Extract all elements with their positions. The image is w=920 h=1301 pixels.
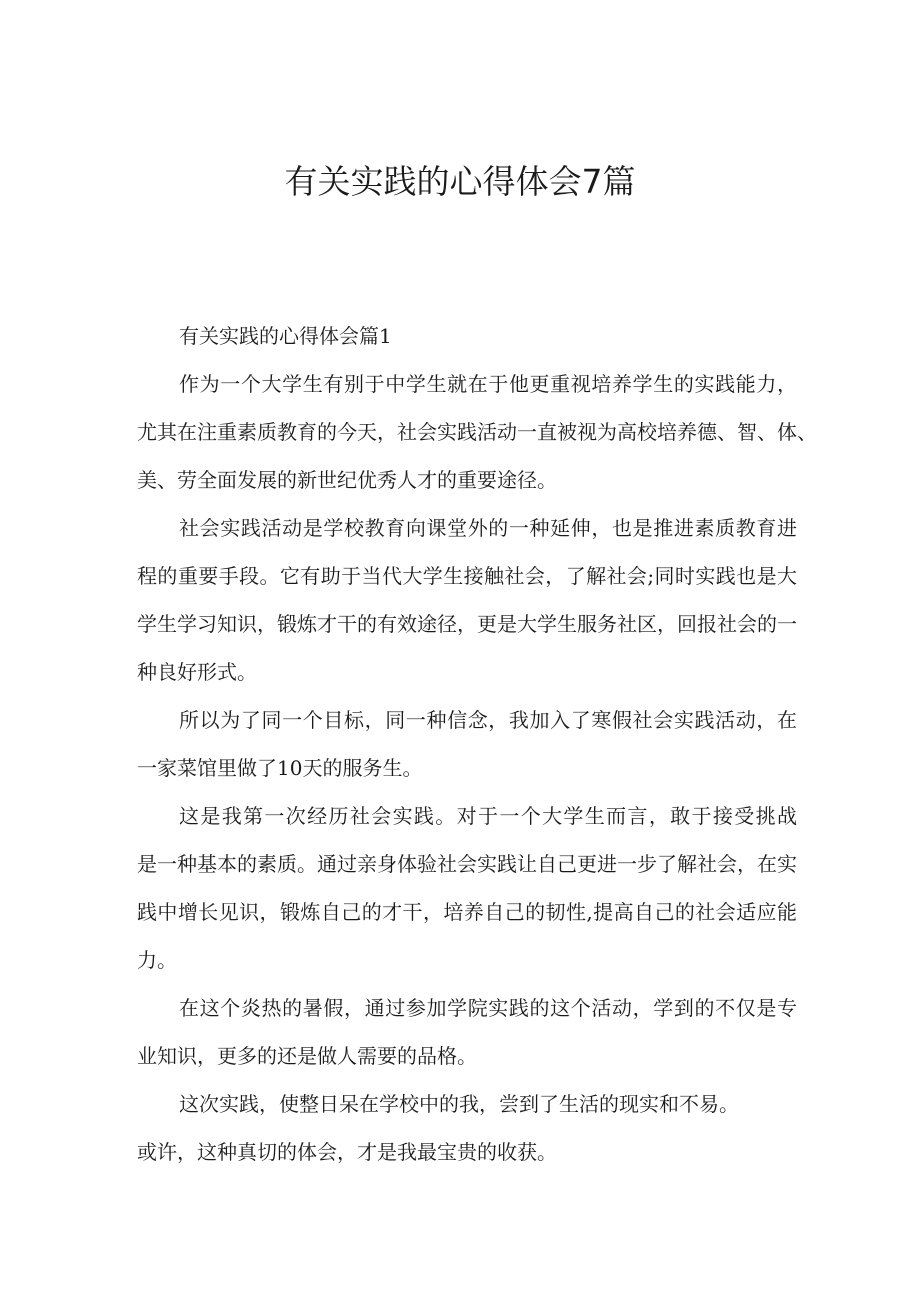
paragraph-line: 是一种基本的素质。通过亲身体验社会实践让自己更进一步了解社会，在实 xyxy=(137,852,797,876)
paragraph-line: 所以为了同一个目标，同一种信念，我加入了寒假社会实践活动，在 xyxy=(179,708,797,732)
paragraph-line: 作为一个大学生有别于中学生就在于他更重视培养学生的实践能力， xyxy=(179,372,797,396)
paragraph-5 xyxy=(137,984,797,1080)
paragraph-3 xyxy=(137,696,797,792)
paragraph-line: 程的重要手段。它有助于当代大学生接触社会，了解社会;同时实践也是大 xyxy=(137,564,797,588)
paragraph-1 xyxy=(137,360,817,504)
paragraph-line: 这次实践，使整日呆在学校中的我，尝到了生活的现实和不易。 xyxy=(179,1092,739,1116)
paragraph-line: 社会实践活动是学校教育向课堂外的一种延伸，也是推进素质教育进 xyxy=(179,516,797,540)
paragraph-line: 学生学习知识，锻炼才干的有效途径，更是大学生服务社区，回报社会的一 xyxy=(137,612,797,636)
paragraph-line: 这是我第一次经历社会实践。对于一个大学生而言，敢于接受挑战 xyxy=(179,804,797,828)
paragraph-line: 践中增长见识，锻炼自己的才干，培养自己的韧性,提高自己的社会适应能 xyxy=(137,900,797,924)
paragraph-line: 在这个炎热的暑假，通过参加学院实践的这个活动，学到的不仅是专 xyxy=(179,996,797,1020)
paragraph-line: 种良好形式。 xyxy=(137,660,257,684)
paragraph-line: 力。 xyxy=(137,948,177,972)
paragraph-line: 尤其在注重素质教育的今天，社会实践活动一直被视为高校培养德、智、体、 xyxy=(137,420,817,444)
paragraph-line: 美、劳全面发展的新世纪优秀人才的重要途径。 xyxy=(137,468,557,492)
paragraph-line: 业知识，更多的还是做人需要的品格。 xyxy=(137,1044,477,1068)
document-title: 有关实践的心得体会7篇 xyxy=(284,162,636,201)
section-heading: 有关实践的心得体会篇1 xyxy=(179,324,392,348)
paragraph-4 xyxy=(137,792,797,984)
paragraph-line: 或许，这种真切的体会，才是我最宝贵的收获。 xyxy=(137,1140,557,1164)
paragraph-2 xyxy=(137,504,797,696)
document-body xyxy=(137,312,817,1176)
paragraph-6 xyxy=(137,1080,797,1176)
paragraph-line: 一家菜馆里做了10天的服务生。 xyxy=(137,756,423,780)
